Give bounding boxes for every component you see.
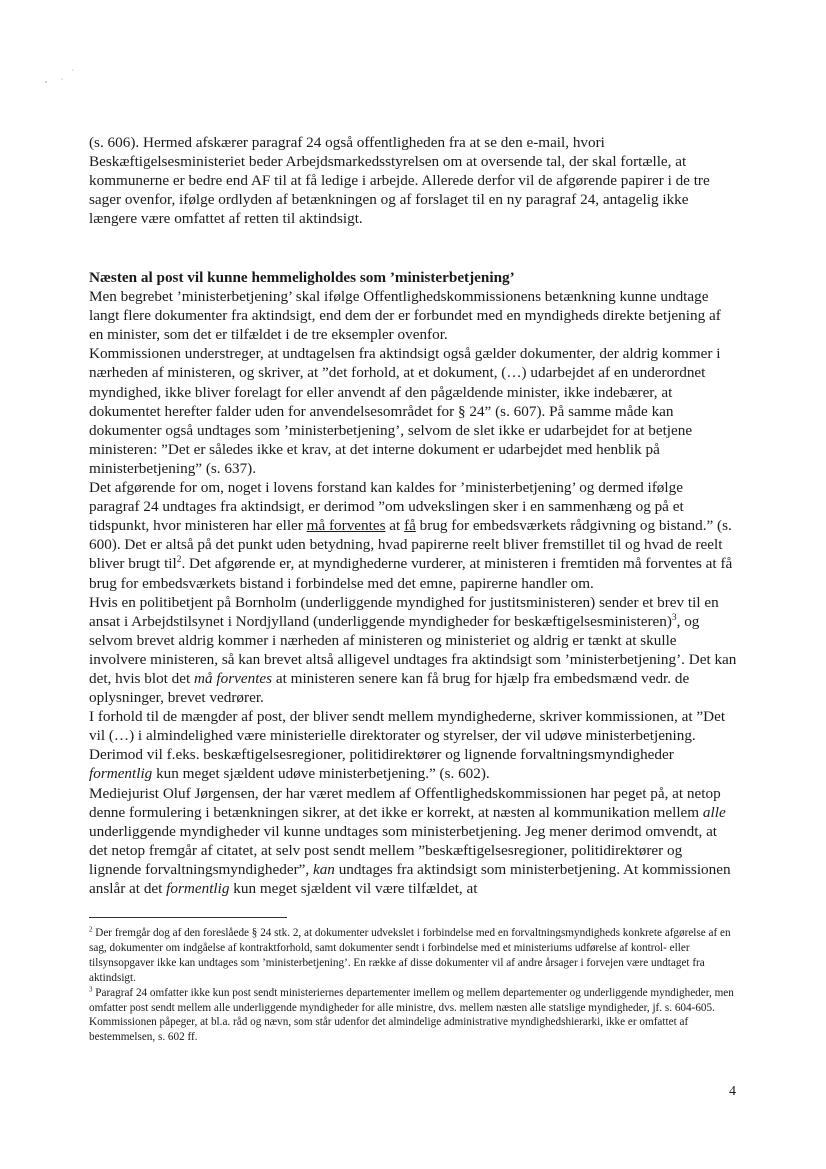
underlined-text: få [404, 517, 416, 535]
footnote-ref-3: 3 [671, 612, 677, 623]
italic-text: kan [312, 860, 335, 878]
paragraph-5 [89, 707, 737, 783]
footnote-text: Paragraf 24 omfatter ikke kun post sendt ministeriernes departementer imellem og mellem departementer og underliggende myndigheder, men omfatter post sendt mellem alle underliggende myndigheder for alle ministre, dvs. mellem næsten alle statslige myndigheder, jf. s. 604-605. Kommissionen påpeger, at bl.a. råd og nævn, som står udenfor det almindelige administrative myndighedshierarki, ikke er omfattet af bestemmelsen, s. 602 ff. [89, 986, 734, 1044]
opening-paragraph: (s. 606). Hermed afskærer paragraf 24 også offentligheden fra at se den e-mail, hvori Beskæftigelsesministeriet beder Arbejdsmarkedsstyrelsen om at oversende tal, der skal fortælle, at kommunerne er bedre end AF til at få ledige i arbejde. Allerede derfor vil de afgørende papirer i de tre sager ovenfor, ifølge ordlyden af betænkningen og af forslaget til en ny paragraf 24, antagelig ikke længere være omfattet af retten til aktindsigt. [89, 134, 710, 228]
footnote-3 [89, 986, 737, 1046]
text-run: undtages fra aktindsigt som ministerbetjening. At kommissionen anslår at det [89, 860, 731, 897]
footnote-2 [89, 926, 737, 986]
text-run: I forhold til de mængder af post, der bliver sendt mellem myndighederne, skriver kommissionen, at ”Det vil (…) i almindelighed være ministerielle direktorater og styrelser, der vil udøve ministerbetjening. Derimod vil f.eks. beskæftigelsesregioner, politidirektører og lignende forvaltningsmyndigheder [89, 708, 726, 764]
footnote-ref-2: 2 [176, 555, 182, 566]
footnote-number: 3 [89, 984, 93, 993]
text-run: kun meget sjældent vil være tilfældet, at [229, 880, 478, 897]
section-body [89, 268, 737, 898]
paragraph-2: Kommissionen understreger, at undtagelsen fra aktindsigt også gælder dokumenter, der aldrig kommer i nærheden af ministeren, og skriver, at ”det forhold, at et dokument, (…) udarbejdet af en underordnet myndighed, ikke bliver forelagt for eller anvendt af den pågældende minister, ikke indebærer, at dokumentet herefter falder uden for anvendelsesområdet for § 24” (s. 607). På samme måde kan dokumenter også undtages som ’ministerbetjening’, selvom de slet ikke er udarbejdet for at betjene ministeren: ”Det er således ikke et krav, at det interne dokument er udarbejdet med henblik på ministerbetjening” (s. 637). [89, 345, 721, 477]
text-run: , og selvom brevet aldrig kommer i nærheden af ministeren og ministeriet og aldrig er tænkt at skulle involvere ministeren, så kan brevet altså alligevel undtages fra aktindsigt som ’ministerbetjening’. Det kan det, hvis blot det [89, 612, 737, 687]
paragraph-4 [89, 593, 737, 708]
footnote-number: 2 [89, 925, 93, 934]
scan-speck-marks [40, 60, 80, 90]
text-run: underliggende myndigheder vil kunne undtages som ministerbetjening. Jeg mener derimod omvendt, at det netop fremgår af citatet, at selv post sendt mellem ”beskæftigelsesregioner, politidirektører og lignende forvaltningsmyndigheder”, [89, 822, 718, 878]
footnote-divider [89, 917, 287, 918]
footnote-text: Der fremgår dog af den foreslåede § 24 stk. 2, at dokumenter udvekslet i forbindelse med en forvaltningsmyndigheds konkrete afgørelse af en sag, dokumenter om indgåelse af kontraktforhold, samt dokumenter sendt i forbindelse med et ministeriums udførelse af kontrol- eller tilsynsopgaver ikke kan undtages som ’ministerbetjening’. En række af disse dokumenter vil af andre årsager i forvejen være undtaget fra aktindsigt. [89, 927, 731, 984]
paragraph-3 [89, 478, 737, 593]
italic-text: formentlig [166, 880, 230, 897]
text-run: Mediejurist Oluf Jørgensen, der har været medlem af Offentlighedskommissionen har peget på, at netop denne formulering i betænkningen sikrer, at det ikke er korrekt, at næsten al kommunikation mellem [89, 784, 721, 821]
paragraph-1: Men begrebet ’ministerbetjening’ skal ifølge Offentlighedskommissionens betænkning kunne undtage langt flere dokumenter fra aktindsigt, end dem der er forbundet med en myndigheds direkte betjening af en minister, som det er tilfældet i de tre eksempler ovenfor. [89, 288, 721, 344]
text-run: at ministeren senere kan få brug for hjælp fra embedsmænd vedr. de oplysninger, brevet vedrører. [89, 669, 690, 707]
italic-text: alle [702, 803, 726, 821]
text-run: . Det afgørende er, at myndighederne vurderer, at ministeren i fremtiden må forventes at få brug for embedsværkets bistand i forbindelse med det emne, papirerne handler om. [89, 555, 733, 592]
page-number: 4 [729, 1084, 736, 1099]
text-run: at [385, 517, 405, 535]
paragraph-6 [89, 784, 737, 899]
text-run: kun meget sjældent udøve ministerbetjening.” (s. 602). [152, 765, 490, 783]
footnotes [89, 926, 737, 1045]
text-run: Hvis en politibetjent på Bornholm (underliggende myndighed for justitsministeren) sender et brev til en ansat i Arbejdstilsynet i Nordjylland (underliggende myndigheder for beskæftigelsesministeren) [89, 593, 719, 630]
underlined-text: må forventes [306, 517, 386, 535]
italic-text: formentlig [89, 765, 153, 783]
italic-text: må forventes [194, 669, 273, 687]
text-run: Det afgørende for om, noget i lovens forstand kan kaldes for ’ministerbetjening’ og dermed ifølge paragraf 24 undtages fra aktindsigt, er derimod ”om udvekslingen sker i en sammenhæng og på et tidspunkt, hvor ministeren har eller [89, 479, 684, 535]
text-run: brug for embedsværkets rådgivning og bistand.” (s. 600). Det er altså på det punkt uden betydning, hvad papirerne reelt bliver fremstillet til og hvad de reelt bliver brugt til [89, 517, 732, 573]
section-heading: Næsten al post vil kunne hemmeligholdes som ’ministerbetjening’ [89, 269, 515, 286]
